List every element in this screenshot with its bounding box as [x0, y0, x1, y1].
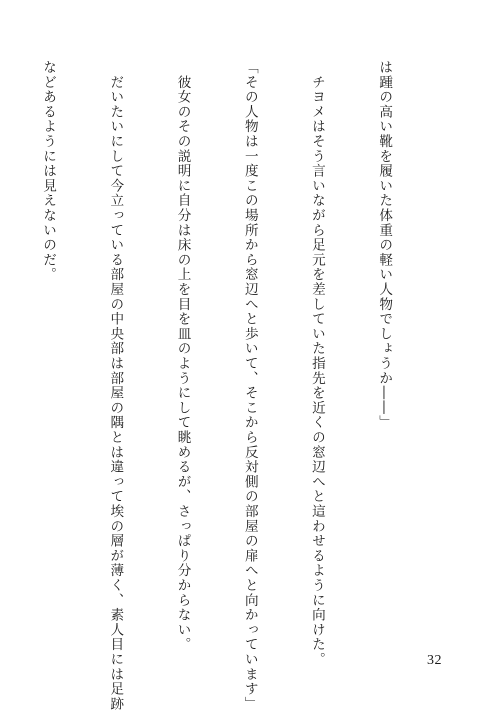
- page-number: 32: [427, 653, 442, 668]
- text-line: 「その人物は一度この場所から窓辺へと歩いて、そこから反対側の部屋の扉へと向かっています」: [241, 60, 258, 711]
- text-line: は踵の高い靴を履いた体重の軽い人物でしょうか――」: [376, 60, 393, 430]
- text-line: などあるようには見えないのだ。: [40, 60, 57, 282]
- text-line: だいたいにして今立っている部屋の中央部は部屋の隅とは違って埃の層が薄く、素人目には足跡: [107, 60, 124, 711]
- text-line: 彼女のその説明に自分は床の上を目を皿のようにして眺めるが、さっぱり分からない。: [174, 60, 191, 652]
- text-line: チヨメはそう言いながら足元を差していた指先を近くの窓辺へと這わせるように向けた。: [308, 60, 325, 667]
